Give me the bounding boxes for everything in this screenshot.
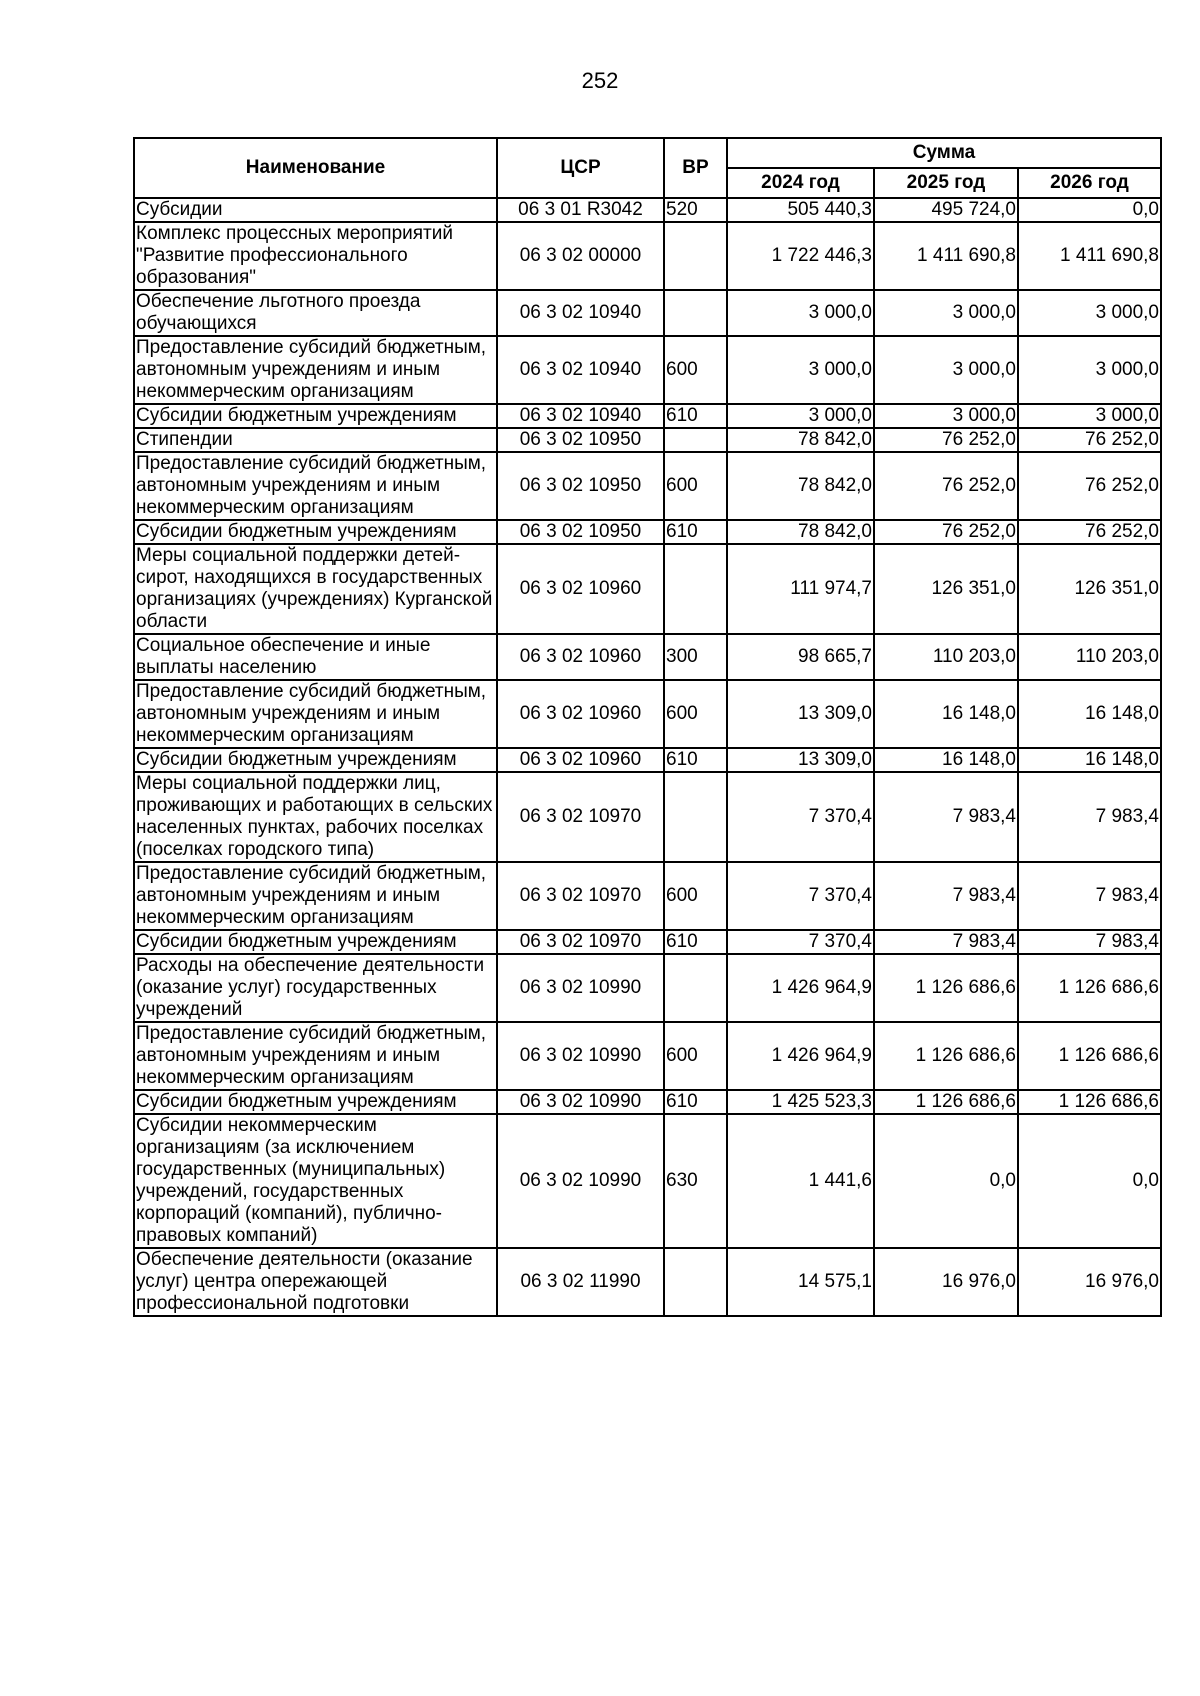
cell-name: Предоставление субсидий бюджетным, автономным учреждениям и иным некоммерческим организациям [134,336,497,404]
cell-2024: 1 722 446,3 [727,222,874,290]
cell-2025: 3 000,0 [874,290,1018,336]
cell-name: Предоставление субсидий бюджетным, автономным учреждениям и иным некоммерческим организациям [134,452,497,520]
cell-2026: 1 126 686,6 [1018,954,1161,1022]
cell-vr [664,222,727,290]
table-row [134,290,1161,336]
header-csr: ЦСР [497,138,664,198]
cell-csr: 06 3 02 10990 [497,954,664,1022]
header-vr: ВР [664,138,727,198]
table-row [134,544,1161,634]
cell-2025: 1 411 690,8 [874,222,1018,290]
cell-2024: 78 842,0 [727,520,874,544]
table-row [134,634,1161,680]
cell-2026: 0,0 [1018,198,1161,222]
cell-2024: 1 426 964,9 [727,954,874,1022]
table-body [134,198,1161,1316]
table-row [134,222,1161,290]
cell-csr: 06 3 02 10960 [497,544,664,634]
cell-vr: 520 [664,198,727,222]
cell-2025: 3 000,0 [874,336,1018,404]
cell-csr: 06 3 02 10970 [497,862,664,930]
cell-2026: 76 252,0 [1018,428,1161,452]
cell-name: Предоставление субсидий бюджетным, автономным учреждениям и иным некоммерческим организациям [134,680,497,748]
cell-2024: 78 842,0 [727,452,874,520]
cell-2025: 16 148,0 [874,680,1018,748]
cell-2025: 16 148,0 [874,748,1018,772]
cell-2026: 3 000,0 [1018,404,1161,428]
cell-2025: 1 126 686,6 [874,954,1018,1022]
cell-name: Обеспечение деятельности (оказание услуг) центра опережающей профессиональной подготовки [134,1248,497,1316]
header-year-2024: 2024 год [727,168,874,198]
cell-2026: 7 983,4 [1018,772,1161,862]
cell-vr: 600 [664,680,727,748]
table-row [134,428,1161,452]
cell-csr: 06 3 02 00000 [497,222,664,290]
cell-2025: 7 983,4 [874,930,1018,954]
cell-name: Меры социальной поддержки лиц, проживающих и работающих в сельских населенных пунктах, рабочих поселках (поселках городского типа) [134,772,497,862]
cell-csr: 06 3 02 10940 [497,290,664,336]
cell-2024: 3 000,0 [727,404,874,428]
cell-name: Субсидии [134,198,497,222]
cell-csr: 06 3 02 10990 [497,1090,664,1114]
cell-csr: 06 3 02 10970 [497,772,664,862]
cell-vr [664,772,727,862]
cell-csr: 06 3 02 11990 [497,1248,664,1316]
table-row [134,862,1161,930]
cell-name: Расходы на обеспечение деятельности (оказание услуг) государственных учреждений [134,954,497,1022]
cell-vr: 600 [664,452,727,520]
cell-2026: 3 000,0 [1018,290,1161,336]
cell-2025: 76 252,0 [874,520,1018,544]
cell-2025: 7 983,4 [874,772,1018,862]
cell-csr: 06 3 02 10940 [497,336,664,404]
cell-2024: 111 974,7 [727,544,874,634]
cell-name: Предоставление субсидий бюджетным, автономным учреждениям и иным некоммерческим организациям [134,1022,497,1090]
cell-2025: 7 983,4 [874,862,1018,930]
cell-2026: 7 983,4 [1018,930,1161,954]
cell-vr: 610 [664,1090,727,1114]
cell-vr: 610 [664,520,727,544]
cell-vr [664,544,727,634]
cell-vr [664,290,727,336]
cell-csr: 06 3 02 10970 [497,930,664,954]
cell-2025: 1 126 686,6 [874,1022,1018,1090]
cell-vr [664,428,727,452]
cell-vr: 600 [664,336,727,404]
cell-vr: 600 [664,1022,727,1090]
cell-2024: 98 665,7 [727,634,874,680]
cell-2024: 13 309,0 [727,680,874,748]
cell-2026: 1 126 686,6 [1018,1022,1161,1090]
cell-name: Субсидии бюджетным учреждениям [134,520,497,544]
cell-2025: 76 252,0 [874,452,1018,520]
cell-csr: 06 3 02 10960 [497,634,664,680]
table-row [134,930,1161,954]
table-row [134,452,1161,520]
table-row [134,748,1161,772]
cell-2025: 110 203,0 [874,634,1018,680]
cell-name: Субсидии бюджетным учреждениям [134,930,497,954]
cell-vr: 610 [664,404,727,428]
cell-2024: 7 370,4 [727,930,874,954]
table-row [134,520,1161,544]
cell-2026: 0,0 [1018,1114,1161,1248]
cell-2024: 14 575,1 [727,1248,874,1316]
cell-csr: 06 3 01 R3042 [497,198,664,222]
cell-name: Предоставление субсидий бюджетным, автономным учреждениям и иным некоммерческим организациям [134,862,497,930]
cell-2026: 76 252,0 [1018,520,1161,544]
table-row [134,336,1161,404]
table-row [134,1090,1161,1114]
table-row [134,772,1161,862]
cell-csr: 06 3 02 10960 [497,680,664,748]
cell-2024: 13 309,0 [727,748,874,772]
cell-2026: 76 252,0 [1018,452,1161,520]
cell-2026: 3 000,0 [1018,336,1161,404]
cell-name: Субсидии бюджетным учреждениям [134,404,497,428]
cell-vr [664,954,727,1022]
cell-2025: 16 976,0 [874,1248,1018,1316]
cell-2026: 7 983,4 [1018,862,1161,930]
page-number: 252 [581,68,619,93]
cell-csr: 06 3 02 10940 [497,404,664,428]
header-sum: Сумма [727,138,1161,168]
cell-2025: 3 000,0 [874,404,1018,428]
cell-name: Субсидии бюджетным учреждениям [134,748,497,772]
table-row [134,1248,1161,1316]
table-row [134,404,1161,428]
cell-csr: 06 3 02 10960 [497,748,664,772]
cell-csr: 06 3 02 10990 [497,1022,664,1090]
cell-2024: 1 441,6 [727,1114,874,1248]
cell-2024: 7 370,4 [727,862,874,930]
cell-2026: 1 126 686,6 [1018,1090,1161,1114]
cell-csr: 06 3 02 10990 [497,1114,664,1248]
header-year-2025: 2025 год [874,168,1018,198]
cell-name: Комплекс процессных мероприятий "Развитие профессионального образования" [134,222,497,290]
cell-vr: 600 [664,862,727,930]
cell-2025: 0,0 [874,1114,1018,1248]
cell-name: Меры социальной поддержки детей-сирот, находящихся в государственных организациях (учреждениях) Курганской области [134,544,497,634]
cell-2024: 78 842,0 [727,428,874,452]
cell-2026: 16 976,0 [1018,1248,1161,1316]
cell-2024: 1 426 964,9 [727,1022,874,1090]
cell-name: Социальное обеспечение и иные выплаты населению [134,634,497,680]
cell-name: Стипендии [134,428,497,452]
cell-vr: 610 [664,930,727,954]
cell-2024: 3 000,0 [727,290,874,336]
budget-table [133,137,1162,1317]
table-row [134,1022,1161,1090]
cell-2026: 110 203,0 [1018,634,1161,680]
cell-2026: 1 411 690,8 [1018,222,1161,290]
header-name: Наименование [134,138,497,198]
cell-vr: 610 [664,748,727,772]
cell-csr: 06 3 02 10950 [497,428,664,452]
table-header [134,138,1161,198]
table-row [134,1114,1161,1248]
cell-2024: 3 000,0 [727,336,874,404]
cell-2025: 76 252,0 [874,428,1018,452]
cell-2024: 505 440,3 [727,198,874,222]
cell-vr: 300 [664,634,727,680]
table-row [134,680,1161,748]
cell-2024: 1 425 523,3 [727,1090,874,1114]
cell-name: Субсидии некоммерческим организациям (за исключением государственных (муниципальных) учреждений, государственных корпораций (компаний), публично-правовых компаний) [134,1114,497,1248]
cell-2025: 495 724,0 [874,198,1018,222]
cell-vr: 630 [664,1114,727,1248]
cell-2026: 126 351,0 [1018,544,1161,634]
cell-name: Субсидии бюджетным учреждениям [134,1090,497,1114]
header-year-2026: 2026 год [1018,168,1161,198]
cell-vr [664,1248,727,1316]
table-row [134,198,1161,222]
cell-name: Обеспечение льготного проезда обучающихся [134,290,497,336]
cell-csr: 06 3 02 10950 [497,520,664,544]
cell-2026: 16 148,0 [1018,680,1161,748]
cell-2024: 7 370,4 [727,772,874,862]
cell-csr: 06 3 02 10950 [497,452,664,520]
cell-2025: 1 126 686,6 [874,1090,1018,1114]
table-row [134,954,1161,1022]
cell-2026: 16 148,0 [1018,748,1161,772]
cell-2025: 126 351,0 [874,544,1018,634]
